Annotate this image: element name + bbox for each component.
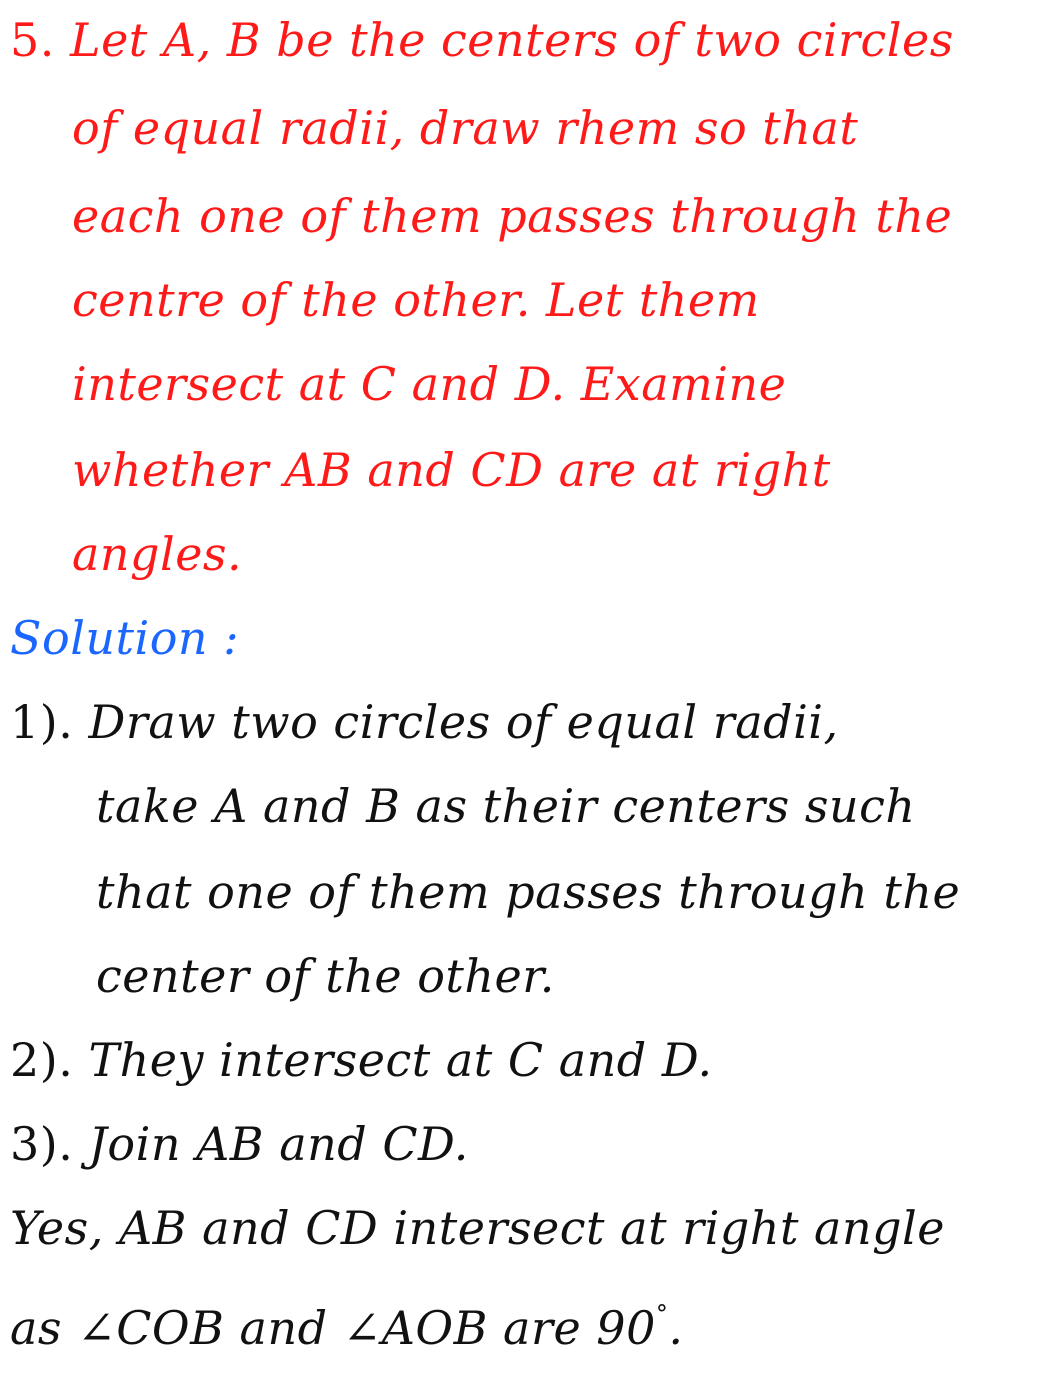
question-text-line-5: intersect at C and D. Examine — [72, 357, 787, 411]
step-2-number: 2). — [10, 1033, 74, 1087]
degree-symbol: ° — [655, 1300, 669, 1328]
conclusion-line-1: Yes, AB and CD intersect at right angle — [10, 1201, 945, 1255]
step-3-text: Join AB and CD. — [88, 1117, 469, 1171]
step-3-line — [10, 1114, 469, 1174]
question-text-line-2: of equal radii, draw rhem so that — [72, 101, 859, 155]
conclusion-line-2-text: as ∠COB and ∠AOB are 90 — [10, 1301, 656, 1355]
step-3-number: 3). — [10, 1117, 74, 1171]
step-2-text: They intersect at C and D. — [88, 1033, 713, 1087]
conclusion-period: . — [668, 1301, 684, 1355]
question-text-line-7: angles. — [72, 527, 243, 581]
step-1-text-line-4: center of the other. — [96, 949, 555, 1003]
step-1-text-line-2: take A and B as their centers such — [96, 779, 916, 833]
question-text-line-4: centre of the other. Let them — [72, 273, 760, 327]
step-1-text-line-3: that one of them passes through the — [96, 865, 961, 919]
solution-label: Solution : — [10, 611, 240, 665]
step-1-line-1 — [10, 692, 839, 752]
conclusion-line-2 — [10, 1284, 683, 1358]
question-text-line-1: Let A, B be the centers of two circles — [70, 13, 954, 67]
question-text-line-6: whether AB and CD are at right — [72, 443, 831, 497]
question-line-1 — [10, 10, 954, 70]
step-1-number: 1). — [10, 695, 74, 749]
step-2-line — [10, 1030, 713, 1090]
question-number: 5. — [10, 13, 55, 67]
step-1-text-line-1: Draw two circles of equal radii, — [88, 695, 839, 749]
question-text-line-3: each one of them passes through the — [72, 189, 953, 243]
